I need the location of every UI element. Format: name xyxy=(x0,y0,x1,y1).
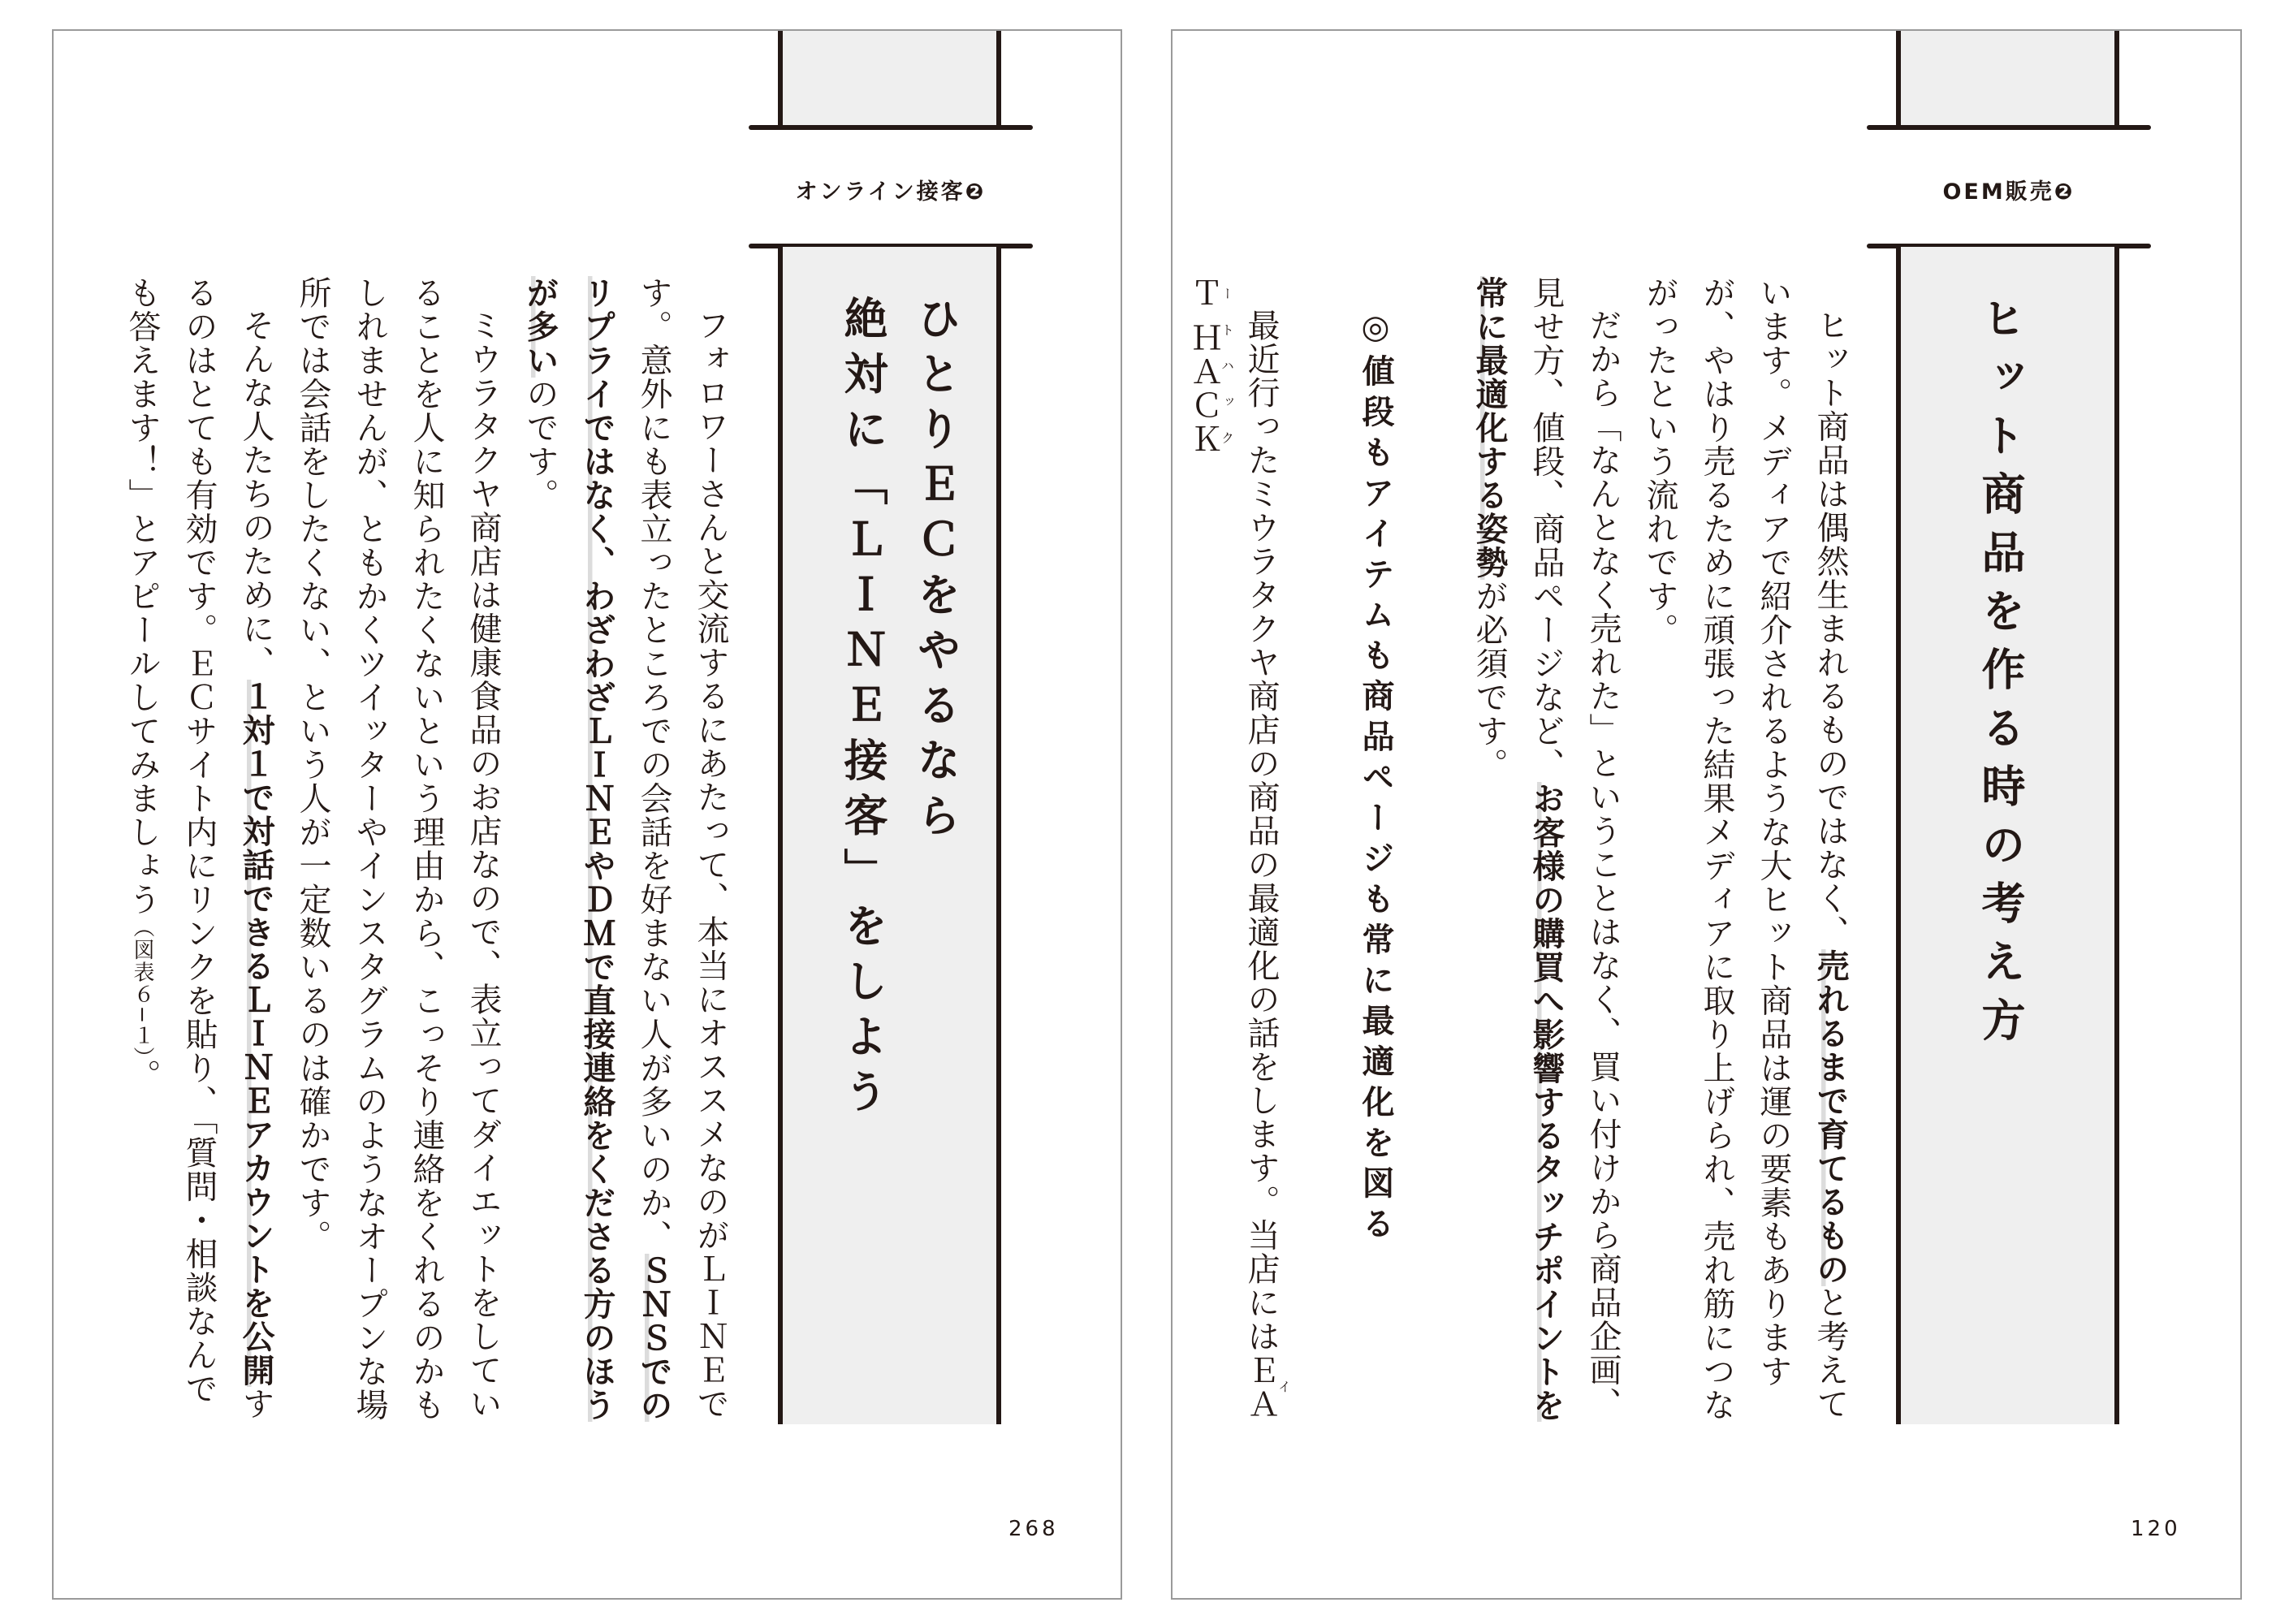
left-page xyxy=(52,29,1122,1600)
paragraph xyxy=(114,276,284,1429)
text-run: 最近行ったミウラタクヤ商店の商品の最適化の話をします。当店には xyxy=(1242,309,1280,1354)
ruby-base: ＥＡＴ ＨＡＣＫ xyxy=(1186,276,1280,1421)
body-text xyxy=(123,276,739,1429)
chapter-title xyxy=(826,296,972,1124)
section-label: オンライン接客❷ xyxy=(795,179,987,205)
ruby-reading: イートハック xyxy=(1219,276,1292,1421)
paragraph xyxy=(512,276,739,1429)
page-number: 268 xyxy=(1008,1517,1059,1541)
spacer xyxy=(1404,276,1461,1429)
chapter-title-line-1: ひとりＥＣをやるなら xyxy=(910,296,961,848)
paragraph xyxy=(284,276,512,1429)
emphasis-highlight: お客様の購買へ影響するタッチポイントを常に最適化する姿勢 xyxy=(1471,276,1565,1422)
text-run: が必須です。 xyxy=(1471,579,1508,782)
emphasis-highlight: ＳＮＳでのリプライではなく、わざわざＬＩＮＥやＤＭで直接連絡をくださる方のほうが多い xyxy=(521,276,672,1422)
header-rule-top xyxy=(749,125,1033,130)
chapter-title xyxy=(1963,296,2036,1056)
text-run: ヒット商品は偶然生まれるものではなく、 xyxy=(1812,309,1849,949)
text-run: だから「なんとなく売れた」ということはなく、買い付けから商品企画、見せ方、値段、商品ページなど、 xyxy=(1527,276,1622,1421)
header-rule-top xyxy=(1867,125,2151,130)
paragraph xyxy=(1461,276,1631,1429)
paragraph xyxy=(1176,276,1290,1429)
text-run: するのはとても有効です。ＥＣサイト内にリンクを貼り、「質問・相談なんでも答えます！」とアピールしてみましょう xyxy=(123,276,274,1421)
header-tab-decoration xyxy=(1896,31,2119,128)
text-run: と考えています。メディアで紹介されるような大ヒット商品は運の要素もありますが、やはり売るために頑張った結果メディアに取り上げられ、売れ筋につながったという流れです。 xyxy=(1641,276,1849,1422)
text-run: フォロワーさんと交流するにあたって、本当にオススメなのがＬＩＮＥです。意外にも表立ったところでの会話を好まない人が多いのか、 xyxy=(635,276,729,1421)
text-run: 。 xyxy=(123,1058,161,1093)
emphasis-highlight: 売れるまで育てるもの xyxy=(1812,948,1849,1286)
paragraph xyxy=(1631,276,1859,1429)
body-text xyxy=(1186,276,1859,1429)
figure-reference: （図表６−１） xyxy=(130,916,154,1059)
text-run: そんな人たちのために、 xyxy=(237,309,274,680)
sub-heading: ◎値段もアイテムも商品ページも常に最適化を図る xyxy=(1357,309,1394,1247)
header-tab-decoration xyxy=(778,31,1001,128)
section-label: OEM販売❷ xyxy=(1942,179,2075,205)
emphasis-highlight: １対１で対話できるＬＩＮＥアカウントを公開 xyxy=(237,679,274,1387)
chapter-title-line-2: 絶対に「ＬＩＮＥ接客」をしよう xyxy=(837,296,888,1124)
text-run: ミウラタクヤ商店は健康食品のお店なので、表立ってダイエットをしていることを人に知られたくないという理由から、こっそり連絡をくれるのかもしれませんが、ともかくツイッターやインスタグラムのようなオープンな場所では会話をしたくない、という人が一定数いるのは確かです。 xyxy=(294,276,502,1422)
right-page xyxy=(1171,29,2242,1600)
chapter-title-box xyxy=(1896,247,2119,1424)
chapter-title-box xyxy=(778,247,1001,1424)
page-number: 120 xyxy=(2131,1517,2181,1541)
text-run: のです。 xyxy=(521,377,559,512)
chapter-title-line-1: ヒット商品を作る時の考え方 xyxy=(1975,296,2026,1056)
spacer xyxy=(1290,276,1347,1429)
